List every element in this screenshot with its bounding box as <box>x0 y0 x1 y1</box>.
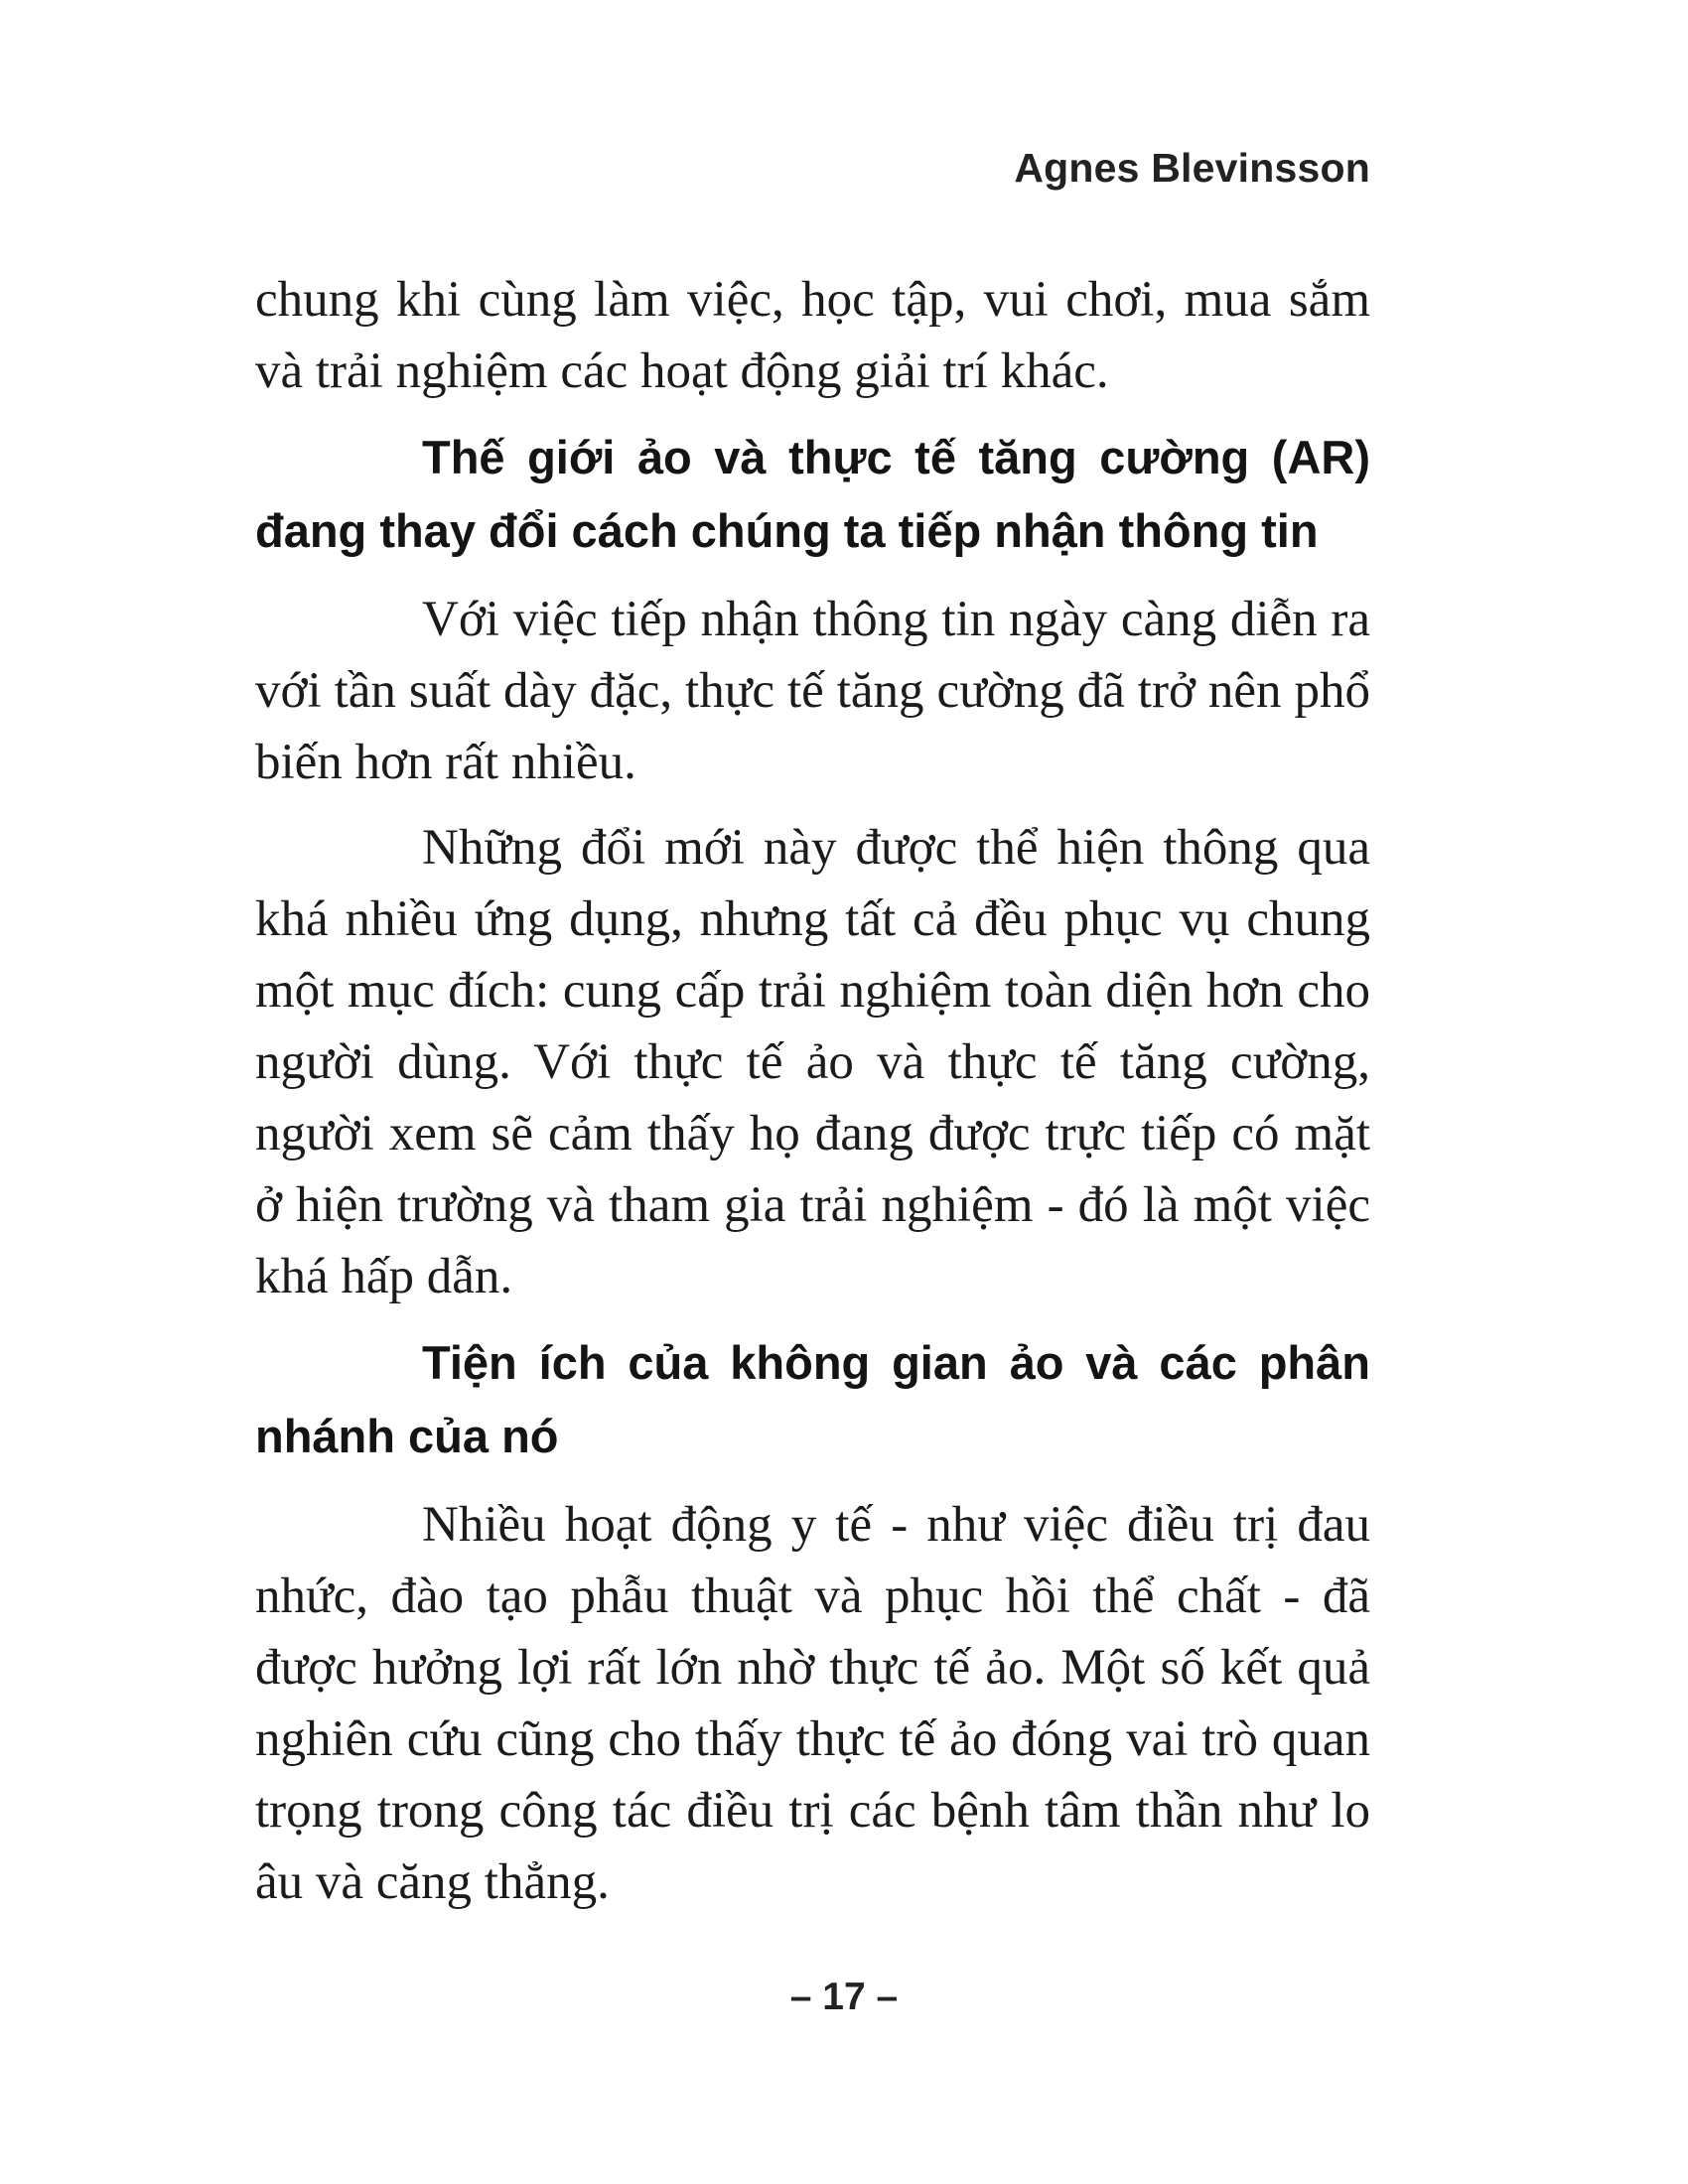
section-heading-utilities: Tiện ích của không gian ảo và các phân nhánh của nó <box>255 1336 1370 1462</box>
page-number: – 17 – <box>789 1976 899 2018</box>
running-header <box>255 145 1370 192</box>
paragraph-continuation: chung khi cùng làm việc, học tập, vui chơi, mua sắm và trải nghiệm các hoạt động giải trí khác. <box>255 272 1370 399</box>
paragraph: Với việc tiếp nhận thông tin ngày càng diễn ra với tần suất dày đặc, thực tế tăng cường đã trở nên phổ biến hơn rất nhiều. <box>255 592 1370 790</box>
section-heading-ar: Thế giới ảo và thực tế tăng cường (AR) đang thay đổi cách chúng ta tiếp nhận thông tin <box>255 431 1370 557</box>
author-name: Agnes Blevinsson <box>1014 145 1370 191</box>
paragraph: Nhiều hoạt động y tế - như việc điều trị đau nhức, đào tạo phẫu thuật và phục hồi thể chất - đã được hưởng lợi rất lớn nhờ thực tế ảo. Một số kết quả nghiên cứu cũng cho thấy thực tế ảo đóng vai trò quan trọng trong công tác điều trị các bệnh tâm thần như lo âu và căng thẳng. <box>255 1497 1370 1910</box>
page-body <box>255 264 1370 1932</box>
paragraph: Những đổi mới này được thể hiện thông qua khá nhiều ứng dụng, nhưng tất cả đều phục vụ chung một mục đích: cung cấp trải nghiệm toàn diện hơn cho người dùng. Với thực tế ảo và thực tế tăng cường, người xem sẽ cảm thấy họ đang được trực tiếp có mặt ở hiện trường và tham gia trải nghiệm - đó là một việc khá hấp dẫn. <box>255 820 1370 1304</box>
